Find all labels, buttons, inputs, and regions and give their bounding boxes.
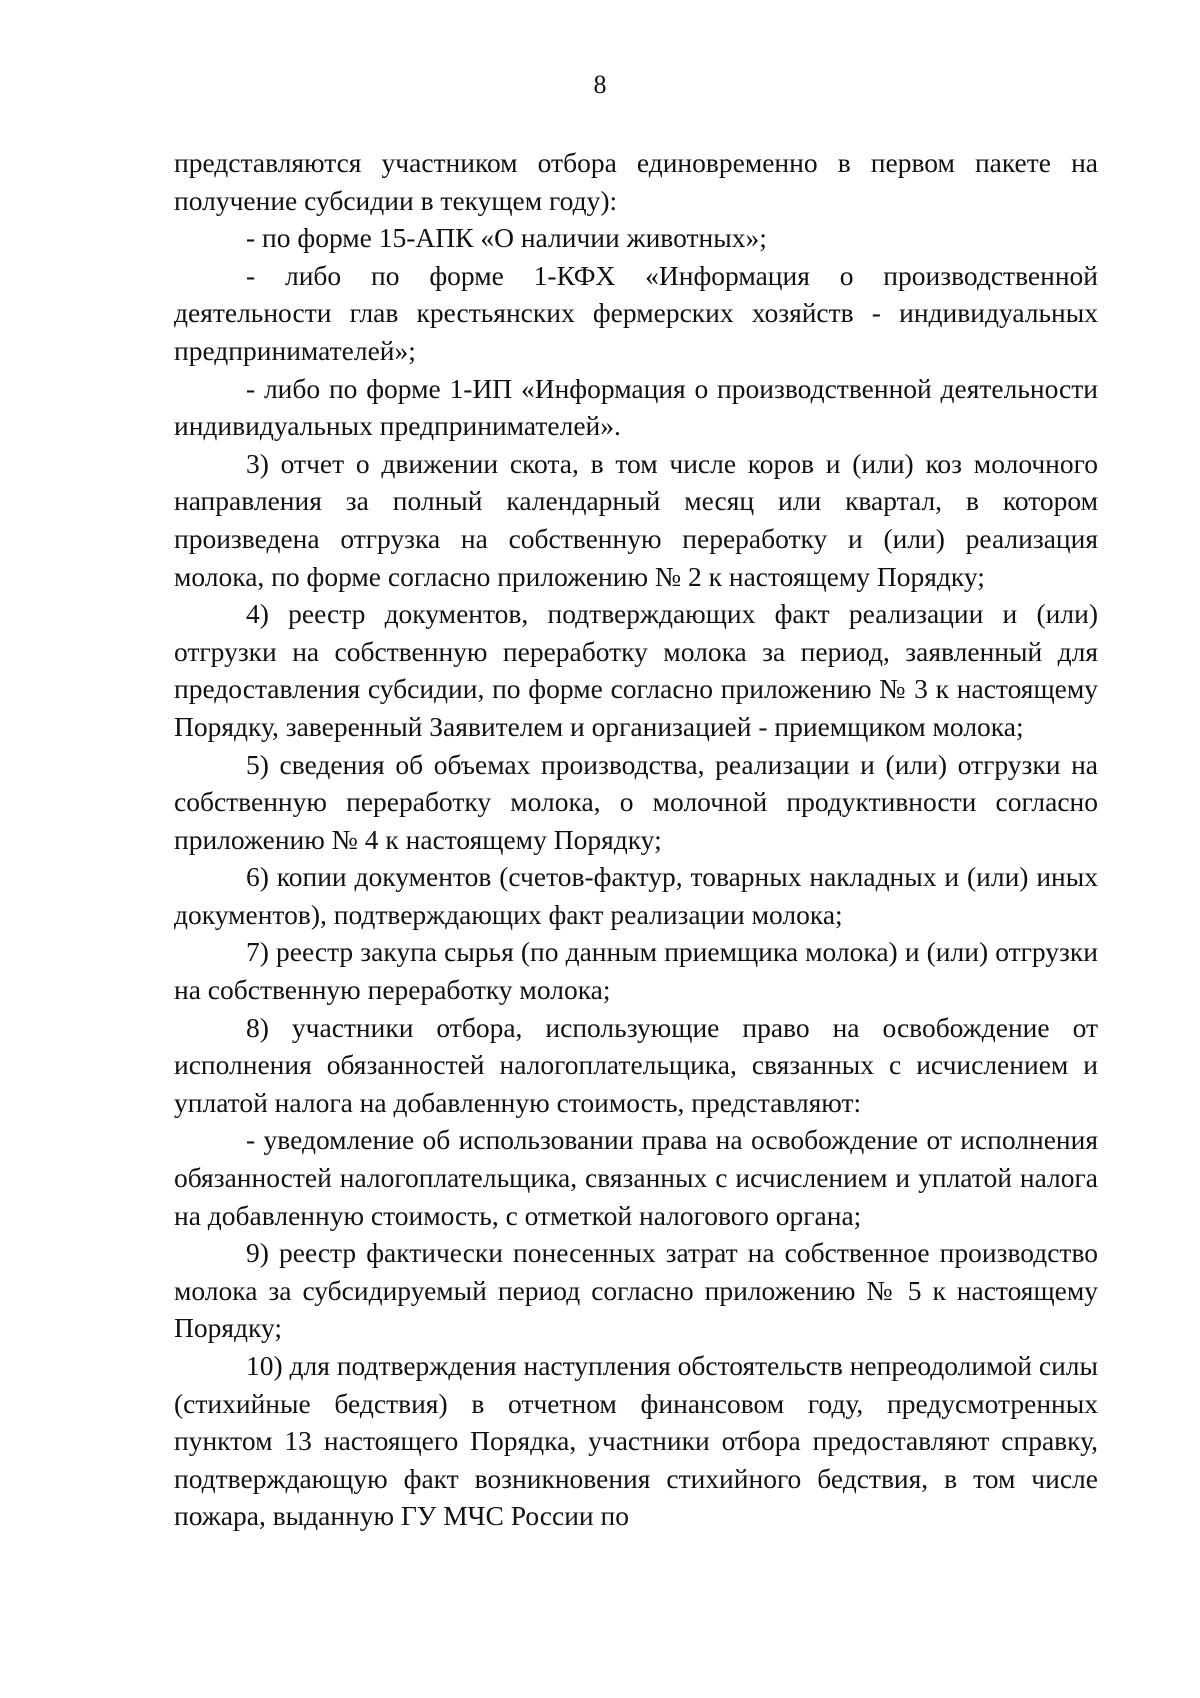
paragraph-item-8: 8) участники отбора, использующие право на освобождение от исполнения обязанностей налогоплательщика, связанных с исчислением и уплатой налога на добавленную стоимость, представляют: [174,1011,1098,1118]
paragraph-item-7: 7) реестр закупа сырья (по данным приемщика молока) и (или) отгрузки на собственную переработку молока; [174,936,1098,1006]
paragraph-continuation: представляются участником отбора единовременно в первом пакете на получение субсидии в текущем году): [174,147,1098,216]
document-body [174,144,1098,1535]
paragraph-form-1-kfh: - либо по форме 1-КФХ «Информация о производственной деятельности глав крестьянских фермерских хозяйств - индивидуальных предпринимателей»; [174,259,1098,366]
paragraph-item-9: 9) реестр фактически понесенных затрат на собственное производство молока за субсидируемый период согласно приложению № 5 к настоящему Порядку; [174,1237,1098,1344]
paragraph-item-10: 10) для подтверждения наступления обстоятельств непреодолимой силы (стихийные бедствия) в отчетном финансовом году, предусмотренных пунктом 13 настоящего Порядка, участники отбора предоставляют справку, подтверждающую факт возникновения стихийного бедствия, в том числе пожара, выданную ГУ МЧС России по [174,1350,1098,1532]
paragraph-form-1-ip: - либо по форме 1-ИП «Информация о производственной деятельности индивидуальных предпринимателей». [174,372,1098,442]
paragraph-item-3: 3) отчет о движении скота, в том числе коров и (или) коз молочного направления за полный календарный месяц или квартал, в котором произведена отгрузка на собственную переработку и (или) реализация молока, по форме согласно приложению № 2 к настоящему Порядку; [174,447,1098,592]
paragraph-item-5: 5) сведения об объемах производства, реализации и (или) отгрузки на собственную переработку молока, о молочной продуктивности согласно приложению № 4 к настоящему Порядку; [174,748,1098,855]
paragraph-form-15-apk: - по форме 15-АПК «О наличии животных»; [246,222,767,254]
paragraph-item-6: 6) копии документов (счетов-фактур, товарных накладных и (или) иных документов), подтверждающих факт реализации молока; [174,861,1098,930]
page-number: 8 [593,70,607,99]
paragraph-vat-notice: - уведомление об использовании права на освобождение от исполнения обязанностей налогоплательщика, связанных с исчислением и уплатой налога на добавленную стоимость, с отметкой налогового органа; [174,1124,1098,1231]
paragraph-item-4: 4) реестр документов, подтверждающих факт реализации и (или) отгрузки на собственную переработку молока за период, заявленный для предоставления субсидии, по форме согласно приложению № 3 к настоящему Порядку, заверенный Заявителем и организацией - приемщиком молока; [174,598,1098,742]
